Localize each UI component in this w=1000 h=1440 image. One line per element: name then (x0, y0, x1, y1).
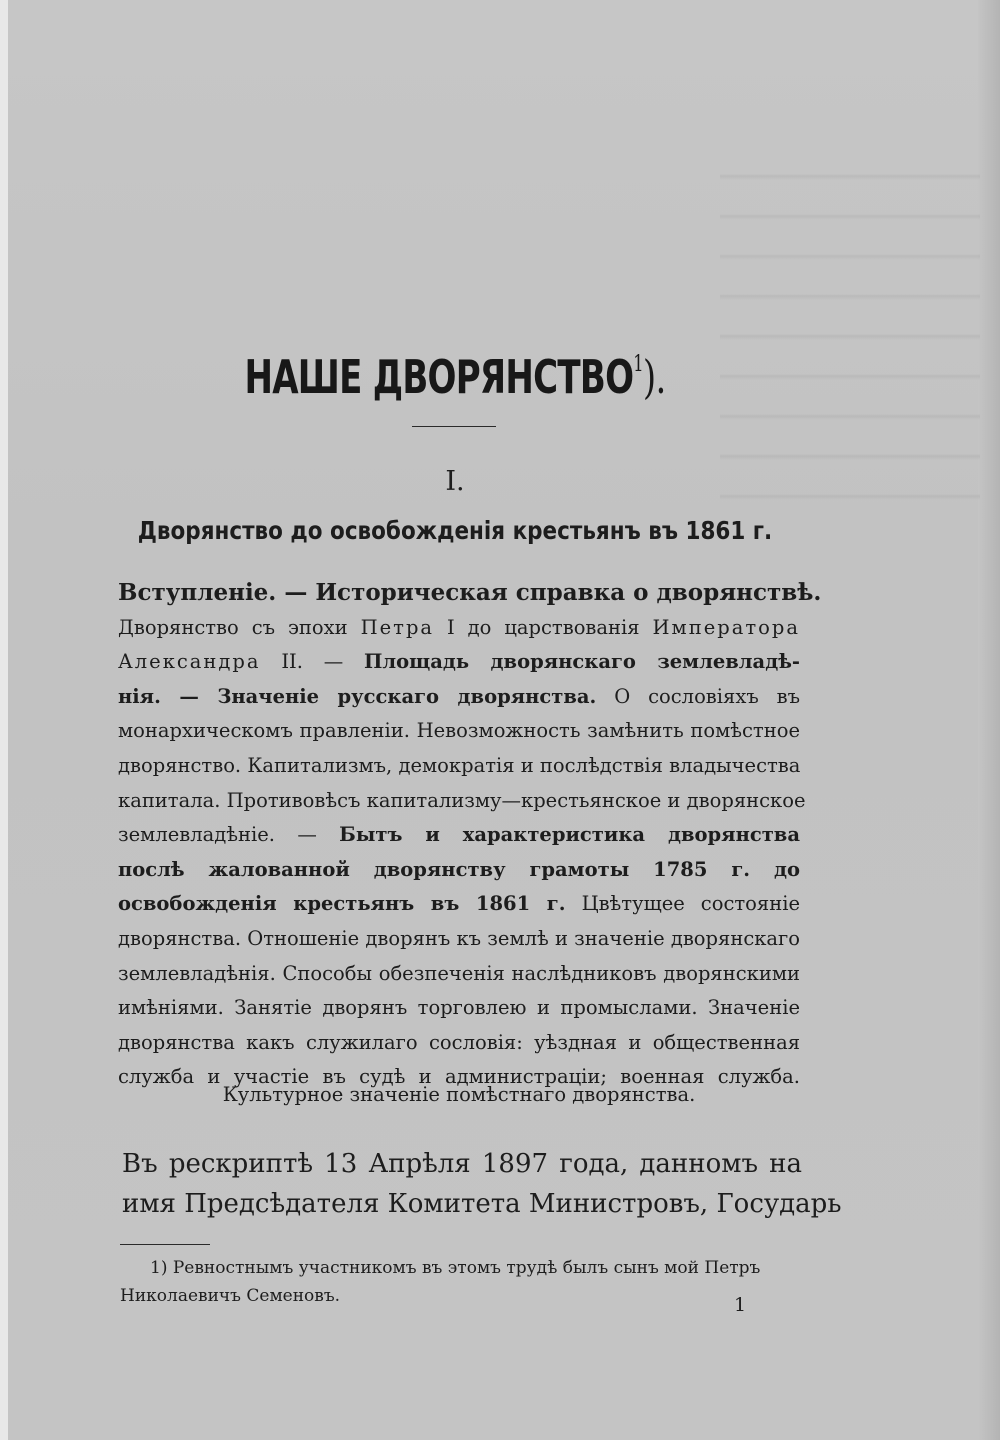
section-number: I. (445, 466, 465, 497)
summary-line (118, 649, 800, 675)
summary-segment: Императора (652, 615, 800, 639)
summary-segment: Александра (118, 650, 261, 674)
summary-segment: Цвѣтущее состояніе (565, 892, 800, 916)
page-number: 1 (734, 1294, 747, 1316)
summary-last-line: Культурное значеніе помѣстнаго дворянства. (222, 1083, 696, 1106)
summary-segment: капитала. Противовѣсъ капитализму—крестьянское и дворянское (118, 788, 806, 812)
section-title: Дворянство до освобожденія крестьянъ въ 1861 г. (137, 516, 773, 545)
title-footnote-mark: 1 (633, 352, 643, 377)
summary-line (118, 788, 806, 814)
body-line-1: Въ рескриптѣ 13 Апрѣля 1897 года, данномъ на (122, 1149, 802, 1179)
page-title-text: НАШЕ ДВОРЯНСТВО (244, 350, 634, 404)
summary-line (118, 891, 800, 917)
page-left-edge (0, 0, 8, 1440)
summary-segment: служба и участіе въ судѣ и администраціи; военная служба. (118, 1065, 800, 1089)
summary-line (118, 857, 800, 883)
page-title (118, 350, 791, 404)
summary-segment: дворянства. Отношеніе дворянъ къ землѣ и значеніе дворянскаго (118, 927, 801, 950)
page-right-edge (978, 0, 1000, 1440)
summary-segment: дворянство. Капитализмъ, демократія и послѣдствія владычества (118, 754, 801, 777)
summary-line (118, 995, 800, 1021)
summary-segment: нія. — Значеніе русскаго дворянства. (118, 684, 597, 708)
summary-line (118, 753, 800, 779)
summary-line (118, 615, 800, 641)
summary-segment: II. — (260, 650, 365, 674)
summary-line (118, 822, 800, 848)
summary-segment: I до царствованія (434, 615, 653, 639)
summary-line (118, 684, 800, 710)
summary-segment: Площадь дворянскаго землевладѣ- (364, 650, 800, 674)
footnote-line-1 (150, 1256, 760, 1280)
title-divider (412, 426, 496, 427)
summary-segment: монархическомъ правленіи. Невозможность замѣнить помѣстное (118, 719, 800, 743)
summary-segment: послѣ жалованной дворянству грамоты 1785 г. до (118, 857, 800, 881)
summary-line (118, 718, 800, 744)
footnote-mark: 1) (150, 1258, 168, 1278)
summary-segment: имѣніями. Занятіе дворянъ торговлею и промыслами. Значеніе (118, 996, 800, 1020)
body-line-2: имя Предсѣдателя Комитета Министровъ, Государь (122, 1189, 842, 1219)
summary-segment: Дворянство съ эпохи (118, 615, 361, 639)
summary-segment: землевладѣніе. — (118, 823, 340, 847)
footnote-text-1: Ревностнымъ участникомъ въ этомъ трудѣ былъ сынъ мой Петръ (167, 1258, 761, 1278)
summary-segment: освобожденія крестьянъ въ 1861 г. (118, 892, 566, 916)
title-end: ). (642, 350, 666, 404)
summary-segment: О сословіяхъ въ (596, 684, 800, 708)
footnote-divider (120, 1244, 210, 1245)
footnote-line-2: Николаевичъ Семеновъ. (120, 1286, 341, 1306)
summary-segment: Бытъ и характеристика дворянства (339, 823, 800, 847)
summary-segment: Вступленіе. — Историческая справка о дворянствѣ. (118, 579, 822, 606)
bleed-through-texture (720, 140, 980, 500)
summary-line (118, 961, 800, 987)
summary-segment: дворянства какъ служилаго сословія: уѣздная и общественная (118, 1030, 800, 1054)
summary-line (118, 1030, 800, 1056)
summary-line (118, 579, 822, 606)
summary-segment: землевладѣнія. Способы обезпеченія наслѣдниковъ дворянскими (118, 961, 800, 985)
summary-line (118, 926, 800, 952)
summary-segment: Петра (360, 615, 435, 639)
